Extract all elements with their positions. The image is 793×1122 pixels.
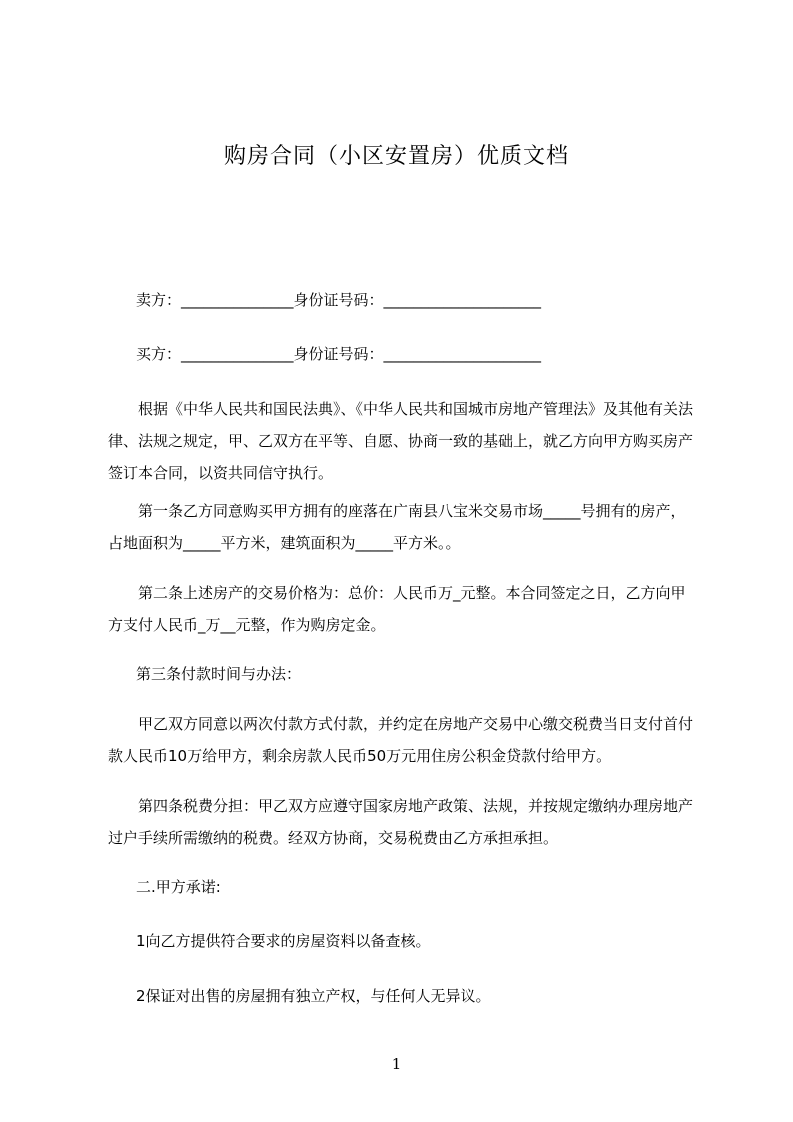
intro-paragraph: 根据《中华人民共和国民法典》、《中华人民共和国城市房地产管理法》及其他有关法律、法规之规定，甲、乙双方在平等、自愿、协商一致的基础上，就乙方向甲方购买房产签订本合同，以资共同信守执行。 <box>108 400 694 482</box>
section-2-heading: 二.甲方承诺: <box>136 878 221 896</box>
page-number: 1 <box>391 1055 402 1073</box>
promise-2: 2保证对出售的房屋拥有独立产权，与任何人无异议。 <box>136 987 491 1005</box>
promise-1: 1向乙方提供符合要求的房屋资料以备查核。 <box>136 932 431 950</box>
article-3-body: 甲乙双方同意以两次付款方式付款，并约定在房地产交易中心缴交税费当日支付首付款人民币10万给甲方，剩余房款人民币50万元用住房公积金贷款付给甲方。 <box>108 715 694 765</box>
article-4: 第四条税费分担：甲乙双方应遵守国家房地产政策、法规，并按规定缴纳办理房地产过户手续所需缴纳的税费。经双方协商，交易税费由乙方承担承担。 <box>108 797 694 847</box>
seller-line: 卖方：_______________身份证号码：_____________________ <box>136 291 542 309</box>
buyer-line: 买方：_______________身份证号码：_____________________ <box>136 345 542 363</box>
article-1: 第一条乙方同意购买甲方拥有的座落在广南县八宝米交易市场_____号拥有的房产，占地面积为_____平方米，建筑面积为_____平方米。。 <box>108 502 686 552</box>
article-2: 第二条上述房产的交易价格为：总价：人民币万_元整。本合同签定之日，乙方向甲方支付人民币_万__元整，作为购房定金。 <box>108 584 686 634</box>
article-3-heading: 第三条付款时间与办法： <box>136 665 302 683</box>
document-title: 购房合同（小区安置房）优质文档 <box>223 144 569 169</box>
